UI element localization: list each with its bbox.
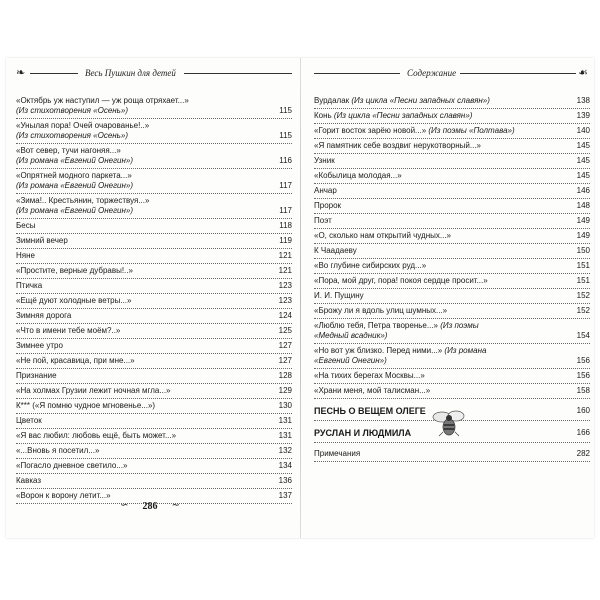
toc-entry xyxy=(16,414,292,429)
toc-entry-page: 115 xyxy=(279,106,292,115)
toc-entry-title: «Вот север, тучи нагоняя...» (Из романа «Евгений Онегин») xyxy=(16,146,134,165)
toc-entry xyxy=(314,289,590,304)
toc-entry-row xyxy=(16,221,292,231)
toc-entry-page: 134 xyxy=(278,461,292,470)
toc-entry-source: «Медный всадник») xyxy=(314,331,388,340)
toc-entry-row xyxy=(16,356,292,366)
toc-entry-title: Цветок xyxy=(16,416,42,425)
toc-entry-row xyxy=(314,141,590,151)
toc-entry-title: Бесы xyxy=(16,221,36,230)
folio-number: 286 xyxy=(142,501,158,512)
toc-entry-page: 119 xyxy=(279,236,292,245)
toc-entry-page: 148 xyxy=(576,201,590,210)
toc-entry xyxy=(16,309,292,324)
toc-entry-title: Зимнее утро xyxy=(16,341,63,350)
toc-entry xyxy=(16,234,292,249)
toc-entry-row xyxy=(16,326,292,336)
toc-entry-title: «Я вас любил: любовь ещё, быть может...» xyxy=(16,431,177,440)
toc-entry-page: 152 xyxy=(576,291,590,300)
toc-entry-title: «Погасло дневное светило...» xyxy=(16,461,128,470)
toc-entry-row xyxy=(16,311,292,321)
toc-entry-row xyxy=(16,171,292,191)
toc-entry-row xyxy=(314,126,590,136)
toc-entry-page: 160 xyxy=(576,406,590,415)
toc-entry-title: «На тихих берегах Москвы...» xyxy=(314,371,425,380)
toc-entry-source: (Из поэмы xyxy=(440,321,479,330)
toc-entry-page: 123 xyxy=(278,296,292,305)
toc-entry-page: 123 xyxy=(278,281,292,290)
toc-entry-row xyxy=(16,386,292,396)
toc-entry-page: 149 xyxy=(576,216,590,225)
toc-entry-page: 117 xyxy=(279,206,292,215)
toc-entry-page: 145 xyxy=(576,141,590,150)
toc-entry-title: «Унылая пора! Очей очарованье!..» (Из стихотворения «Осень») xyxy=(16,121,150,140)
toc-entry xyxy=(16,219,292,234)
toc-entry-row xyxy=(314,111,590,121)
toc-entry-main: «Люблю тебя, Петра творенье...» xyxy=(314,321,441,330)
toc-entry-row xyxy=(16,341,292,351)
toc-entry xyxy=(16,369,292,384)
toc-entry-row xyxy=(314,186,590,196)
toc-entry-title: «Брожу ли я вдоль улиц шумных...» xyxy=(314,306,448,315)
toc-entry xyxy=(314,244,590,259)
toc-entry-page: 139 xyxy=(576,111,590,120)
toc-entry-page: 125 xyxy=(278,326,292,335)
toc-entry-title: К*** («Я помню чудное мгновенье...») xyxy=(16,401,156,410)
toc-entry-title: «Ворон к ворону летит...» xyxy=(16,491,111,500)
toc-entry-page: 124 xyxy=(278,311,292,320)
toc-entry-row xyxy=(314,371,590,381)
toc-entry-title xyxy=(314,96,575,106)
right-page xyxy=(314,66,590,462)
toc-entry-page: 158 xyxy=(576,386,590,395)
toc-entry-title: «На холмах Грузии лежит ночная мгла...» xyxy=(16,386,171,395)
toc-entry-row xyxy=(16,251,292,261)
ornament-icon: ☙ xyxy=(578,67,588,79)
left-running-header xyxy=(16,66,292,80)
toc-entry-row xyxy=(16,236,292,246)
toc-entry-title: «Не пой, красавица, при мне...» xyxy=(16,356,135,365)
toc-entry-page: 137 xyxy=(278,491,292,500)
toc-entry-row xyxy=(314,171,590,181)
toc-entry-row xyxy=(16,196,292,216)
toc-entry xyxy=(314,274,590,289)
toc-entry-row xyxy=(16,431,292,441)
ornament-icon: ❧ xyxy=(16,67,26,79)
toc-entry-row xyxy=(314,231,590,241)
toc-entry-row xyxy=(314,321,590,341)
toc-entry-title: Пророк xyxy=(314,201,342,210)
toc-entry xyxy=(314,124,590,139)
toc-entry-page: 118 xyxy=(279,221,292,230)
toc-entry xyxy=(16,474,292,489)
toc-entry xyxy=(16,279,292,294)
toc-entry-row xyxy=(16,121,292,141)
toc-entry-page: 136 xyxy=(278,476,292,485)
toc-entry-row xyxy=(16,476,292,486)
toc-entry-source: (Из поэмы «Полтава») xyxy=(428,126,515,135)
toc-entry xyxy=(314,447,590,462)
toc-entry-page: 145 xyxy=(576,171,590,180)
toc-entry-title xyxy=(314,346,575,366)
toc-entry-title: Няне xyxy=(16,251,35,260)
toc-entry-main: «Но вот уж близко. Перед ними...» xyxy=(314,346,445,355)
toc-entry xyxy=(314,109,590,124)
toc-entry-title: «Ещё дуют холодные ветры...» xyxy=(16,296,132,305)
toc-entry-title: «Зима!.. Крестьянин, торжествуя...» (Из романа «Евгений Онегин») xyxy=(16,196,150,215)
toc-entry-row xyxy=(314,291,590,301)
toc-entry-title: Зимняя дорога xyxy=(16,311,72,320)
toc-entry-row xyxy=(16,266,292,276)
toc-entry xyxy=(16,94,292,119)
toc-entry xyxy=(16,459,292,474)
right-running-header xyxy=(314,66,590,80)
toc-entry-title: И. И. Пущину xyxy=(314,291,364,300)
toc-entry-row xyxy=(314,216,590,226)
toc-entry-page: 130 xyxy=(278,401,292,410)
toc-entry-row xyxy=(314,201,590,211)
toc-entry xyxy=(314,344,590,369)
toc-entry xyxy=(16,354,292,369)
running-title: Весь Пушкин для детей xyxy=(82,66,179,80)
toc-entry-title: «Что в имени тебе моём?..» xyxy=(16,326,121,335)
toc-entry-page: 166 xyxy=(576,428,590,437)
toc-entry-main: «Горит восток зарёю новой...» xyxy=(314,126,429,135)
toc-entry xyxy=(16,324,292,339)
toc-entry-page: 115 xyxy=(279,131,292,140)
toc-entry-page: 151 xyxy=(576,261,590,270)
toc-entry-page: 154 xyxy=(576,331,590,340)
toc-entry-source: (Из стихотворения «Осень») xyxy=(16,106,129,115)
toc-entry-page: 150 xyxy=(576,246,590,255)
toc-entry-title: «Во глубине сибирских руд...» xyxy=(314,261,427,270)
toc-entry xyxy=(16,169,292,194)
toc-entry xyxy=(314,94,590,109)
toc-entry-page: 152 xyxy=(576,306,590,315)
toc-entry-page: 127 xyxy=(278,341,292,350)
toc-entry-page: 131 xyxy=(278,416,292,425)
toc-entry-page: 121 xyxy=(278,251,292,260)
toc-entry-row xyxy=(16,296,292,306)
toc-entry-source: (Из романа xyxy=(444,346,487,355)
toc-entry-source: (Из стихотворения «Осень») xyxy=(16,131,129,140)
toc-entry-page: 131 xyxy=(278,431,292,440)
toc-entry xyxy=(314,169,590,184)
header-rule xyxy=(314,73,400,74)
toc-entry-title: Птичка xyxy=(16,281,43,290)
toc-entry-main: Вурдалак xyxy=(314,96,352,105)
toc-entry xyxy=(16,294,292,309)
toc-entry xyxy=(314,369,590,384)
toc-entry-page: 129 xyxy=(278,386,292,395)
toc-entry-title: РУСЛАН И ЛЮДМИЛА xyxy=(314,428,412,438)
toc-entry-title xyxy=(314,126,575,136)
toc-entry xyxy=(16,144,292,169)
toc-entry-page: 127 xyxy=(278,356,292,365)
toc-entry-source: (Из романа «Евгений Онегин») xyxy=(16,181,134,190)
toc-entry xyxy=(16,384,292,399)
toc-entry-page: 138 xyxy=(576,96,590,105)
toc-entry-title: «Октябрь уж наступил — уж роща отряхает...» (Из стихотворения «Осень») xyxy=(16,96,189,115)
toc-entry-row xyxy=(314,386,590,396)
toc-list xyxy=(16,94,292,504)
toc-entry-page: 156 xyxy=(576,356,590,365)
flourish-icon: ∽ xyxy=(120,500,129,511)
left-page xyxy=(16,66,292,504)
toc-entry xyxy=(314,199,590,214)
toc-entry-title: «...Вновь я посетил...» xyxy=(16,446,100,455)
toc-entry-title: «Кобылица молодая...» xyxy=(314,171,402,180)
toc-entry-row xyxy=(16,446,292,456)
toc-entry-title: Зимний вечер xyxy=(16,236,68,245)
toc-entry-page: 149 xyxy=(576,231,590,240)
toc-entry-page: 282 xyxy=(576,449,590,458)
toc-entry-source: (Из романа «Евгений Онегин») xyxy=(16,206,134,215)
toc-entry-title: ПЕСНЬ О ВЕЩЕМ ОЛЕГЕ xyxy=(314,406,426,416)
toc-entry-page: 140 xyxy=(576,126,590,135)
header-rule xyxy=(184,73,292,74)
toc-entry xyxy=(16,249,292,264)
toc-entry-page: 121 xyxy=(278,266,292,275)
toc-entry-title: Анчар xyxy=(314,186,337,195)
toc-entry-row xyxy=(16,401,292,411)
toc-entry-title: Признание xyxy=(16,371,57,380)
toc-entry xyxy=(16,429,292,444)
header-rule xyxy=(30,73,78,74)
book-gutter xyxy=(300,58,301,538)
toc-entry-source: (Из цикла «Песни западных славян») xyxy=(333,111,473,120)
toc-entry xyxy=(314,184,590,199)
toc-entry-source: «Евгений Онегин») xyxy=(314,356,387,365)
header-rule xyxy=(460,73,576,74)
toc-list xyxy=(314,94,590,462)
toc-entry xyxy=(314,139,590,154)
toc-entry-main: Конь xyxy=(314,111,334,120)
toc-entry-title xyxy=(314,321,575,341)
toc-entry xyxy=(314,214,590,229)
toc-entry-row xyxy=(314,246,590,256)
toc-entry-row xyxy=(16,281,292,291)
running-title: Содержание xyxy=(404,66,459,80)
toc-entry-row xyxy=(16,371,292,381)
bee-illustration-icon xyxy=(432,408,466,438)
toc-entry xyxy=(314,154,590,169)
toc-entry-title: «О, сколько нам открытий чудных...» xyxy=(314,231,451,240)
toc-entry-row xyxy=(314,261,590,271)
toc-entry xyxy=(16,194,292,219)
toc-entry xyxy=(16,119,292,144)
toc-entry-row xyxy=(314,449,590,459)
toc-entry-page: 128 xyxy=(278,371,292,380)
toc-entry xyxy=(16,444,292,459)
toc-entry-title xyxy=(314,111,575,121)
toc-entry-row xyxy=(314,96,590,106)
toc-entry-page: 117 xyxy=(279,181,292,190)
toc-entry-title: «Пора, мой друг, пора! покоя сердце просит...» xyxy=(314,276,488,285)
toc-entry xyxy=(314,259,590,274)
toc-entry-title: «Я памятник себе воздвиг нерукотворный...» xyxy=(314,141,481,150)
toc-entry xyxy=(16,264,292,279)
toc-entry-page: 145 xyxy=(576,156,590,165)
toc-entry-row xyxy=(16,461,292,471)
toc-entry xyxy=(314,229,590,244)
toc-entry-title: Поэт xyxy=(314,216,332,225)
toc-entry xyxy=(314,384,590,399)
toc-entry-source: (Из цикла «Песни западных славян») xyxy=(351,96,490,105)
toc-entry xyxy=(314,319,590,344)
toc-entry-title: К Чаадаеву xyxy=(314,246,357,255)
toc-entry-title: Узник xyxy=(314,156,335,165)
flourish-icon: ∼ xyxy=(171,500,180,511)
toc-entry-row xyxy=(314,276,590,286)
toc-entry-row xyxy=(16,146,292,166)
toc-entry-page: 156 xyxy=(576,371,590,380)
toc-entry-row xyxy=(16,96,292,116)
toc-entry-title: «Храни меня, мой талисман...» xyxy=(314,386,431,395)
toc-entry-title: «Опрятней модного паркета...» (Из романа «Евгений Онегин») xyxy=(16,171,134,190)
toc-entry-row xyxy=(314,156,590,166)
toc-entry-page: 116 xyxy=(279,156,292,165)
toc-entry-row xyxy=(16,416,292,426)
toc-entry-source: (Из романа «Евгений Онегин») xyxy=(16,156,134,165)
toc-entry-page: 132 xyxy=(278,446,292,455)
toc-entry xyxy=(16,399,292,414)
toc-entry-title: Кавказ xyxy=(16,476,42,485)
toc-entry-page: 151 xyxy=(576,276,590,285)
page-number xyxy=(120,496,180,514)
toc-entry xyxy=(314,304,590,319)
toc-entry-title: Примечания xyxy=(314,449,361,458)
toc-entry-page: 146 xyxy=(576,186,590,195)
toc-entry-row xyxy=(314,346,590,366)
toc-entry-title: «Простите, верные дубравы!..» xyxy=(16,266,133,275)
toc-entry xyxy=(16,339,292,354)
toc-entry-row xyxy=(314,306,590,316)
